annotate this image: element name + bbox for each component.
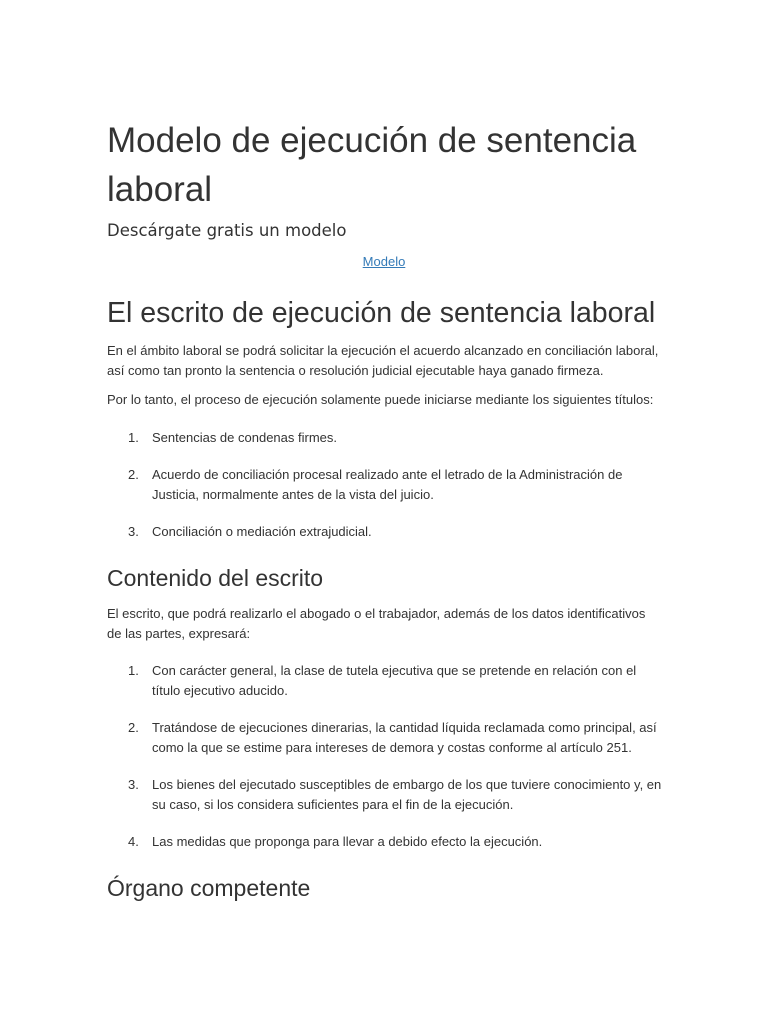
page-title: Modelo de ejecución de sentencia laboral: [107, 121, 637, 209]
section2-paragraph: El escrito, que podrá realizarlo el abogado o el trabajador, además de los datos identificativos de las partes, expresará:: [107, 606, 646, 641]
list-item-text: Acuerdo de conciliación procesal realizado ante el letrado de la Administración de Justicia, normalmente antes de la vista del juicio.: [152, 467, 623, 502]
list-item: [107, 465, 663, 505]
list-item-number: 1.: [128, 663, 139, 678]
section-heading-escrito: El escrito de ejecución de sentencia laboral: [107, 297, 656, 329]
list-item-text: Con carácter general, la clase de tutela ejecutiva que se pretende en relación con el título ejecutivo aducido.: [152, 663, 637, 698]
list-item-number: 3.: [128, 524, 139, 539]
list-item-number: 2.: [128, 720, 139, 735]
page-subtitle: Descárgate gratis un modelo: [107, 221, 347, 240]
list-item-number: 4.: [128, 834, 139, 849]
list-item: [107, 428, 663, 448]
section-heading-contenido: Contenido del escrito: [107, 565, 324, 591]
section-heading-organo: Órgano competente: [107, 875, 311, 901]
list-item-text: Los bienes del ejecutado susceptibles de embargo de los que tuviere conocimiento y, en su caso, si los considera suficientes para el fin de la ejecución.: [152, 777, 662, 812]
model-link-container: [107, 253, 661, 271]
list-item: [107, 522, 663, 542]
list-item: [107, 661, 663, 701]
list-item: [107, 718, 663, 758]
list-item-number: 3.: [128, 777, 139, 792]
list-item-text: Tratándose de ejecuciones dinerarias, la cantidad líquida reclamada como principal, así como la que se estime para intereses de demora y costas conforme al artículo 251.: [152, 720, 657, 755]
list-item-number: 2.: [128, 467, 139, 482]
section1-paragraph-2: Por lo tanto, el proceso de ejecución solamente puede iniciarse mediante los siguientes títulos:: [107, 392, 654, 407]
list-item: [107, 832, 663, 852]
section1-paragraph-1: En el ámbito laboral se podrá solicitar la ejecución el acuerdo alcanzado en conciliación laboral, así como tan pronto la sentencia o resolución judicial ejecutable haya ganado firmeza.: [107, 343, 659, 378]
list-item-number: 1.: [128, 430, 139, 445]
model-download-link[interactable]: Modelo: [362, 254, 406, 269]
list-item-text: Las medidas que proponga para llevar a debido efecto la ejecución.: [152, 834, 543, 849]
list-item-text: Conciliación o mediación extrajudicial.: [152, 524, 372, 539]
list-item: [107, 775, 663, 815]
list-item-text: Sentencias de condenas firmes.: [152, 430, 337, 445]
